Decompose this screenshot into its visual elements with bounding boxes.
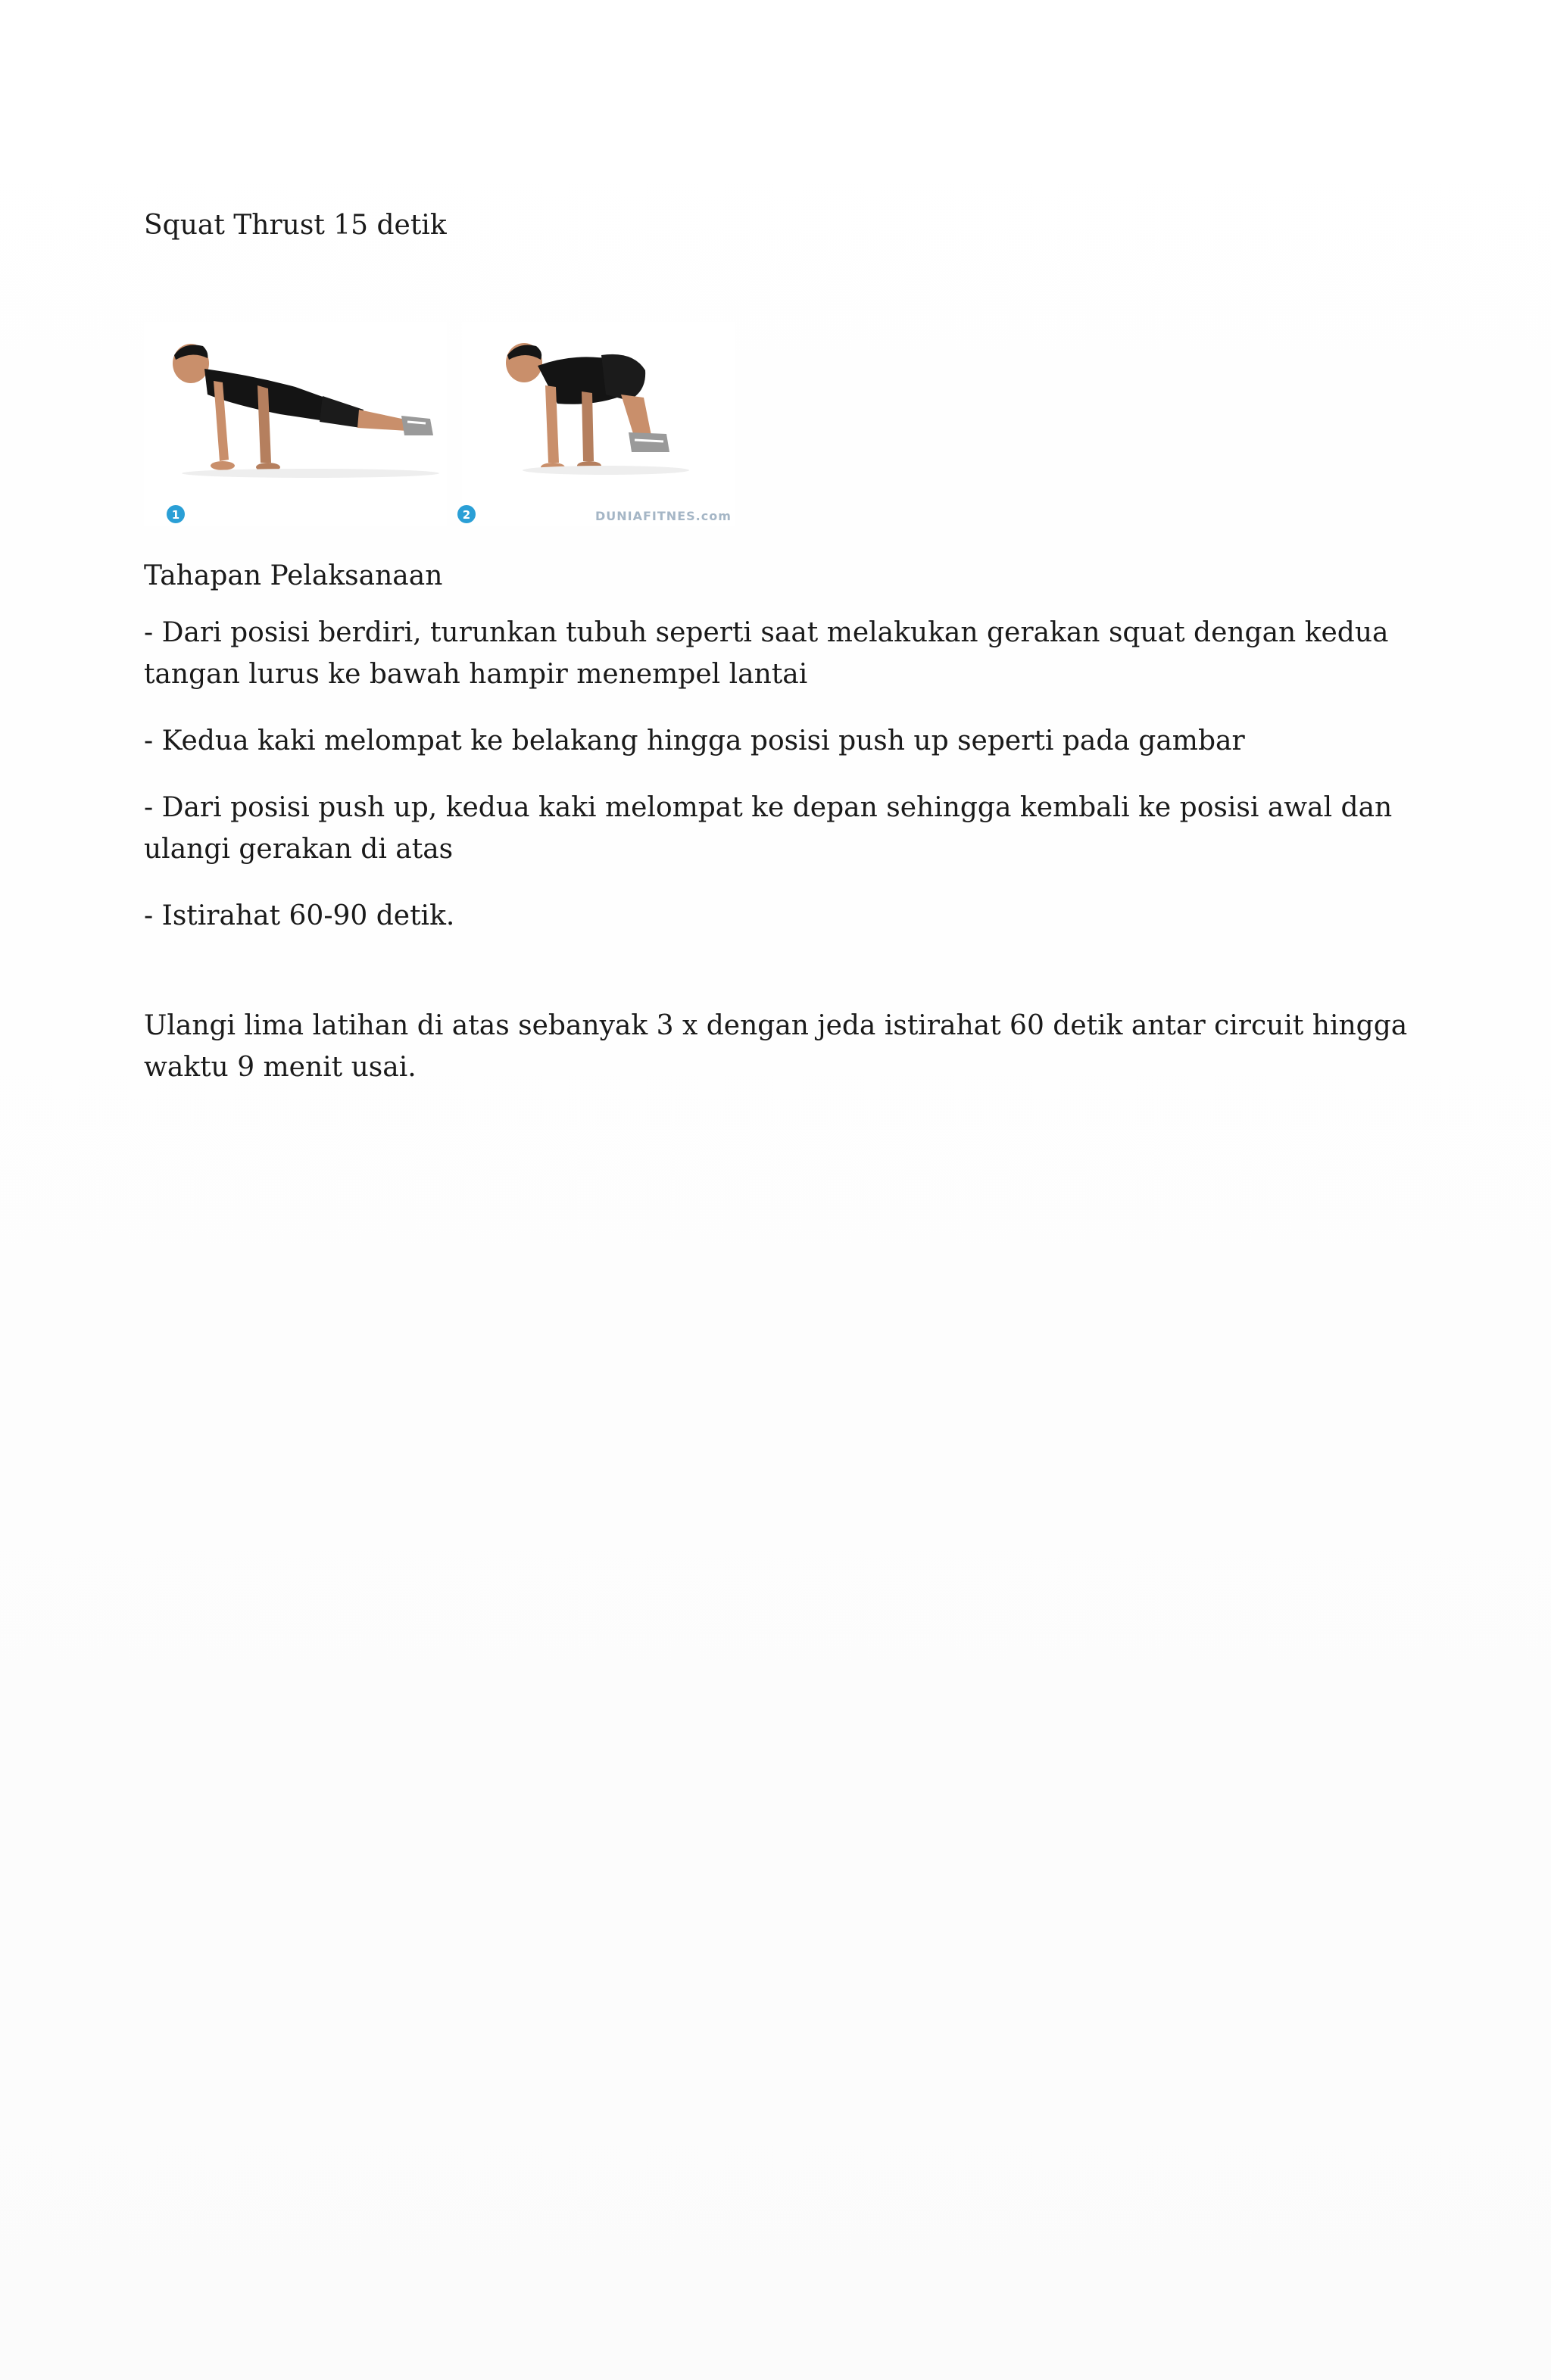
step-marker-1-label: 1 [171,508,180,522]
pushup-pose-illustration [144,322,447,526]
section-heading: Tahapan Pelaksanaan [144,560,443,591]
step-marker-1 [167,505,185,523]
step-instruction-1: - Dari posisi berdiri, turunkan tubuh seperti saat melakukan gerakan squat dengan kedua tangan lurus ke bawah hampir menempel lantai [144,617,1389,690]
exercise-illustration [144,322,735,549]
squat-pose-illustration [462,322,735,526]
step-instruction-3: - Dari posisi push up, kedua kaki melompat ke depan sehingga kembali ke posisi awal dan ulangi gerakan di atas [144,792,1393,865]
document-body [144,204,1416,1113]
image-watermark: DUNIAFITNES.com [595,509,732,523]
step-marker-2 [457,505,476,523]
step-marker-2-label: 2 [462,508,471,522]
closing-note: Ulangi lima latihan di atas sebanyak 3 x dengan jeda istirahat 60 detik antar circuit hingga waktu 9 menit usai. [144,1010,1408,1083]
exercise-title: Squat Thrust 15 detik [144,210,447,241]
step-instruction-4: - Istirahat 60-90 detik. [144,900,455,931]
squat-thrust-figure [144,322,735,549]
step-instruction-2: - Kedua kaki melompat ke belakang hingga posisi push up seperti pada gambar [144,725,1245,756]
